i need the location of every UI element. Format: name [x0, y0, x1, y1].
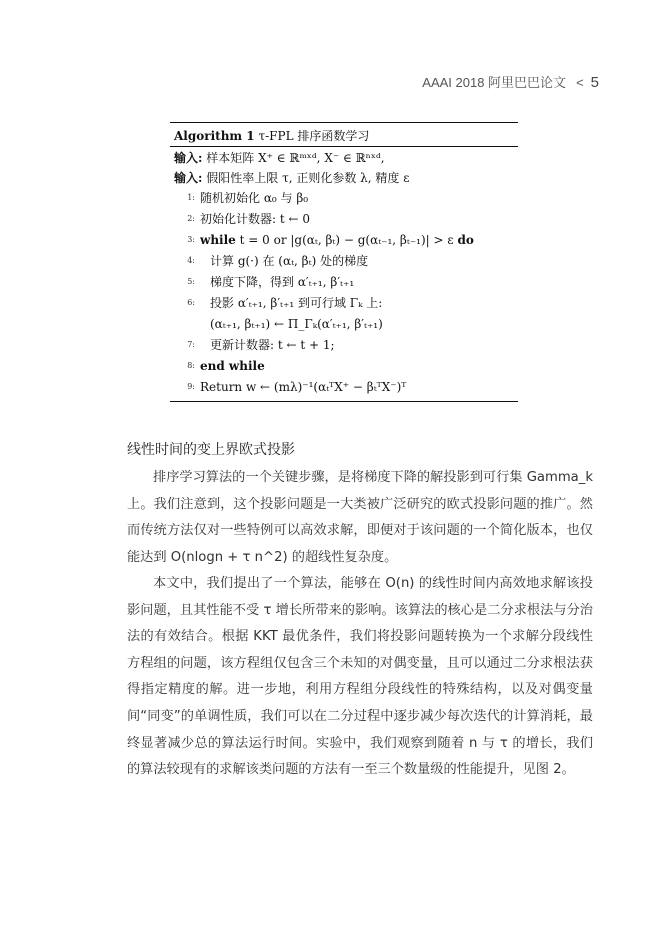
step-number: 5:: [187, 277, 195, 286]
step-text: Return w ← (mλ)⁻¹(αₜᵀX⁺ − βₜᵀX⁻)ᵀ: [200, 379, 407, 394]
algorithm-step-6: [170, 292, 518, 313]
algorithm-step-7: [170, 334, 518, 355]
step-number: 3:: [187, 235, 195, 244]
keyword-while: while: [200, 232, 236, 247]
step-text: 初始化计数器: t ← 0: [200, 212, 310, 226]
paragraph: 排序学习算法的一个关键步骤，是将梯度下降的解投影到可行集 Gamma_k 上。我们注意到，这个投影问题是一大类被广泛研究的欧式投影问题的推广。然而传统方法仅对一些特例可以高效求解，即便对于该问题的一个简化版本，也仅能达到 O(nlogn + τ n^2) 的超线性复杂度。: [127, 470, 593, 565]
input-label: 输入:: [174, 150, 203, 165]
step-text: 梯度下降，得到 α′ₜ₊₁, β′ₜ₊₁: [210, 275, 355, 289]
algorithm-bottom-rule: [170, 401, 518, 402]
page-number: 5: [590, 74, 599, 91]
algorithm-step-2: [170, 208, 518, 229]
input-text: 样本矩阵 X⁺ ∈ ℝᵐˣᵈ, X⁻ ∈ ℝⁿˣᵈ,: [206, 150, 385, 165]
step-text: 更新计数器: t ← t + 1;: [210, 338, 335, 352]
algorithm-step-3: [170, 229, 518, 250]
step-text: 随机初始化 α₀ 与 β₀: [200, 191, 309, 205]
step-text: t = 0 or |g(αₜ, βₜ) − g(αₜ₋₁, βₜ₋₁)| > ε: [239, 232, 454, 247]
step-number: 7:: [187, 340, 195, 349]
input-label: 输入:: [174, 170, 203, 185]
header-separator: <: [576, 75, 584, 90]
algorithm-box: [170, 122, 518, 402]
step-number: 9:: [187, 382, 195, 391]
input-text: 假阳性率上限 τ, 正则化参数 λ, 精度 ε: [206, 170, 410, 185]
step-number: 4:: [187, 256, 195, 265]
step-number: 6:: [187, 298, 195, 307]
keyword-end-while: end while: [200, 358, 265, 373]
header-title: AAAI 2018 阿里巴巴论文: [422, 75, 567, 90]
step-number: 2:: [187, 214, 195, 223]
algorithm-step-6-cont: [170, 313, 518, 334]
page-header: [422, 72, 599, 91]
algorithm-caption-text: τ-FPL 排序函数学习: [258, 129, 370, 143]
algorithm-step-8: [170, 355, 518, 376]
algorithm-step-4: [170, 250, 518, 271]
step-number: 8:: [187, 361, 195, 370]
step-text: 计算 g(·) 在 (αₜ, βₜ) 处的梯度: [210, 254, 369, 268]
step-line: [195, 233, 474, 247]
step-text: 投影 α′ₜ₊₁, β′ₜ₊₁ 到可行域 Γₖ 上:: [210, 296, 383, 310]
section-title: 线性时间的变上界欧式投影: [127, 442, 295, 458]
algorithm-caption: [170, 123, 518, 146]
step-number: 1:: [187, 193, 195, 202]
step-text: (αₜ₊₁, βₜ₊₁) ← Π_Γₖ(α′ₜ₊₁, β′ₜ₊₁): [210, 316, 383, 331]
keyword-do: do: [457, 232, 474, 247]
algorithm-input-1: [170, 147, 518, 167]
paragraph: 本文中，我们提出了一个算法，能够在 O(n) 的线性时间内高效地求解该投影问题，且其性能不受 τ 增长所带来的影响。该算法的核心是二分求根法与分治法的有效结合。根据 KKT 最优条件，我们将投影问题转换为一个求解分段线性方程组的问题，该方程组仅包含三个未知的对偶变量，且可以通过二分求根法获得指定精度的解。进一步地，利用方程组分段线性的特殊结构，以及对偶变量间“同变”的单调性质，我们可以在二分过程中逐步减少每次迭代的计算消耗，最终显著减少总的算法运行时间。实验中，我们观察到随着 n 与 τ 的增长，我们的算法较现有的求解该类问题的方法有一至三个数量级的性能提升，见图 2。: [127, 576, 593, 778]
algorithm-step-5: [170, 271, 518, 292]
algorithm-caption-label: Algorithm 1: [174, 129, 255, 143]
algorithm-step-1: [170, 187, 518, 208]
algorithm-input-2: [170, 167, 518, 187]
algorithm-step-9: [170, 376, 518, 397]
